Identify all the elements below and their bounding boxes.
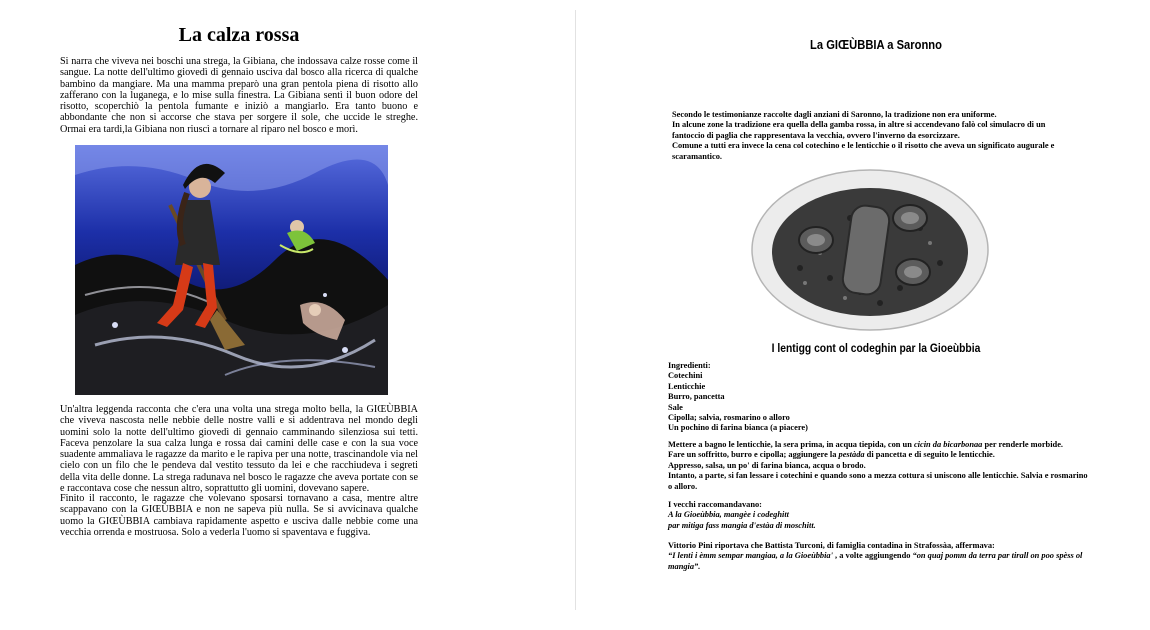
- list-item: Sale: [668, 402, 683, 412]
- right-page: [576, 0, 1150, 630]
- elders-label: I vecchi raccomandavano:: [668, 500, 762, 509]
- legend-paragraph-1: Si narra che viveva nei boschi una strega, la Gibiana, che indossava calze rosse come il sangue. La notte dell'ultimo giovedì di gennaio usciva dal bosco alla ricerca di qualche bambino da mangiare. Ma una mamma preparò una gran pentola piena di risotto allo zafferano con la luganega, e lo mise sulla finestra. La Gibiana sentì il buon odore del risotto, scoperchiò la pentola fumante e iniziò a mangiarlo. Era tanto buono e abbondante che non si accorse che stava per sorgere il sole, che uccide le streghe. Ormai era tardi,la Gibiana non riuscì a tornare al riparo nel bosco e morì.: [60, 56, 418, 135]
- lentils-cotechino-dish-image: [750, 168, 990, 333]
- method-line: [668, 440, 1088, 450]
- recipe-method: [668, 440, 1088, 492]
- method-text: Fare un soffritto, burro e cipolla; aggiungere la: [668, 450, 837, 460]
- method-text: per renderle morbide.: [984, 440, 1064, 449]
- saying-line: par mitiga fass mangia d'estàa di moschitt.: [668, 520, 816, 530]
- legend-paragraph-3: Finito il racconto, le ragazze che volevano sposarsi tornavano a casa, mentre altre scappavano con la GIŒÙBBIA e non ne sapeva più nulla. Se si avvicinava qualche uomo la GIŒÙBBIA cambiava rapidamente aspetto e usciva dalle nebbie come una vecchia orrenda e mostruosa. Solo a vederla l'uomo si spaventava e fuggiva.: [60, 493, 418, 538]
- intro-line: Secondo le testimonianze raccolte dagli anziani di Saronno, la tradizione non era uniforme.: [672, 110, 997, 119]
- intro-text: [672, 110, 1080, 162]
- list-item: Burro, pancetta: [668, 392, 725, 402]
- elders-saying: [668, 500, 1088, 531]
- witch-illustration: [75, 145, 388, 395]
- quote-text: “on quaj pomm da terra par tirall on poo spèss ol mangia”.: [668, 551, 1083, 571]
- right-page-title: La GIŒÙBBIA a Saronno: [810, 37, 942, 52]
- legend-paragraph-2: Un'altra leggenda racconta che c'era una volta una strega molto bella, la GIŒÙBBIA che viveva nascosta nelle nebbie delle nostre valli e si addentrava nel mondo degli uomini solo la notte dell'ultimo giovedì di gennaio camminando silenziosa sui tetti. Faceva penzolare la sua calza lunga e rossa dai camini delle case e con la sua voce suadente ammaliava le ragazze da marito e le rapiva per una notte, trascinandole via nel cielo con un filo che le pendeva dal vestito tessuto da lei e che racchiudeva i segreti della vita delle donne. La strega radunava nel bosco le ragazze che aveva portate con se e raccontava cose che nessun altro, soprattutto gli uomini, dovevano sapere.: [60, 404, 418, 495]
- list-item: Cipolla; salvia, rosmarino o alloro: [668, 413, 790, 423]
- quote-text: “I lenti i èmm sempar mangiaa, a la Gioeùbbia': [668, 551, 833, 561]
- left-page-title: La calza rossa: [178, 24, 300, 46]
- intro-line: In alcune zone la tradizione era quella della gamba rossa, in altre si accendevano falò col simulacro di un fantoccio di paglia che rappresentava la vecchia, ovvero l'inverno da esorcizzare.: [672, 120, 1046, 140]
- list-item: Un pochino di farina bianca (a piacere): [668, 423, 808, 433]
- intro-line: Comune a tutti era invece la cena col cotechino e le lenticchie o il risotto che aveva un significato augurale e scaramantico.: [672, 141, 1055, 161]
- method-italic-text: cicin da bicarbonaa: [913, 440, 983, 449]
- pini-intro: Vittorio Pini riportava che Battista Turconi, di famiglia contadina in Strafossàa, affermava:: [668, 541, 995, 550]
- method-text: Mettere a bagno le lenticchie, la sera prima, in acqua tiepida, con un: [668, 440, 912, 449]
- method-line: [668, 450, 1088, 460]
- recipe-title: I lentigg cont ol codeghin par la Gioeùbbia: [771, 341, 981, 355]
- saying-line: A la Gioeùbbia, mangèe i codeghitt: [668, 510, 789, 520]
- method-line: Intanto, a parte, si fan lessare i cotechini e quando sono a mezza cottura si uniscono alle lenticchie. Salvia e rosmarino o alloro.: [668, 471, 1088, 491]
- list-item: Cotechini: [668, 371, 703, 381]
- ingredients-label: Ingredienti:: [668, 361, 711, 370]
- method-text: di pancetta e di seguito le lenticchie.: [866, 450, 995, 460]
- list-item: Lenticchie: [668, 381, 706, 391]
- method-line: Appresso, salsa, un po' di farina bianca, acqua o brodo.: [668, 460, 866, 470]
- quote-connector: , a volte aggiungendo: [835, 551, 911, 561]
- pini-quote-line: [668, 551, 1088, 572]
- method-italic-text: pestàda: [838, 450, 865, 460]
- pini-quote: [668, 541, 1088, 572]
- ingredients-list: [668, 361, 1088, 434]
